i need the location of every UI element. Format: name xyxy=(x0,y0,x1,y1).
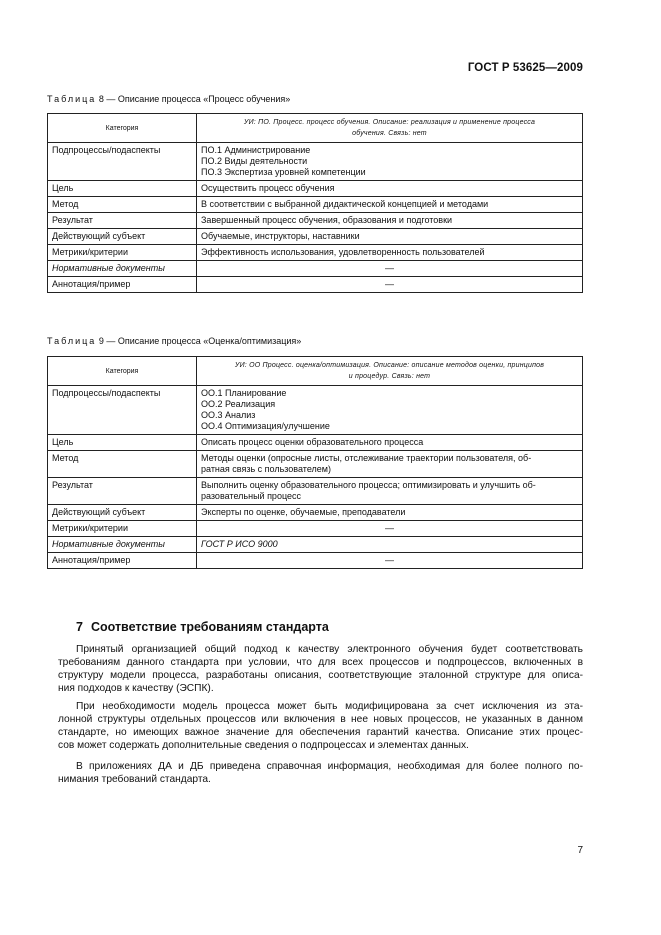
table-header-category: Категория xyxy=(48,357,197,386)
row-value-line: разовательный процесс xyxy=(201,491,302,501)
table9-caption-text: — Описание процесса «Оценка/оптимизация» xyxy=(106,336,302,346)
row-value-line: — xyxy=(385,279,394,289)
table-header-row xyxy=(48,357,583,386)
header-description-line: УИ: ОО Процесс. оценка/оптимизация. Описание: описание методов оценки, принципов xyxy=(234,362,545,369)
row-label: Метод xyxy=(48,451,197,478)
table9 xyxy=(47,356,583,569)
header-description-line: обучения. Связь: нет xyxy=(352,130,427,137)
row-value-line: Описать процесс оценки образовательного процесса xyxy=(201,437,424,447)
section-heading xyxy=(76,620,329,634)
row-value-line: ОО.3 Анализ xyxy=(201,410,256,420)
table-row xyxy=(48,213,583,229)
table-row xyxy=(48,197,583,213)
table8 xyxy=(47,113,583,293)
row-value-line: — xyxy=(385,555,394,565)
row-label: Результат xyxy=(48,478,197,505)
table9-caption xyxy=(47,336,301,346)
paragraph-line: требованиям данного стандарта при условии, что для всех процессов и подпроцессов, включенных в xyxy=(58,657,583,668)
page-number: 7 xyxy=(577,845,583,856)
table-row xyxy=(48,451,583,478)
row-label: Метрики/критерии xyxy=(48,521,197,537)
row-value-line: Эффективность использования, удовлетворенность пользователей xyxy=(201,247,485,257)
row-value-line: ратная связь с пользователем) xyxy=(201,464,331,474)
row-value-line: Эксперты по оценке, обучаемые, преподаватели xyxy=(201,507,406,517)
row-value xyxy=(197,553,583,569)
row-value xyxy=(197,505,583,521)
table-row xyxy=(48,386,583,435)
row-value-line: Завершенный процесс обучения, образования и подготовки xyxy=(201,215,453,225)
header-description-line: УИ: ПО. Процесс. процесс обучения. Описание: реализация и применение процесса xyxy=(243,119,536,126)
paragraph-line: лонной структуры отдельных процессов или включения в нее новых процессов, не указанных в данном xyxy=(58,714,583,725)
row-value-line: — xyxy=(385,523,394,533)
row-value xyxy=(197,521,583,537)
table8-caption-prefix: Таблица xyxy=(47,94,97,104)
table8-caption-number: 8 xyxy=(98,94,104,104)
row-value-line: Методы оценки (опросные листы, отслеживание траектории пользователя, об- xyxy=(201,453,532,463)
row-value xyxy=(197,435,583,451)
paragraph-line: При необходимости модель процесса может быть модифицирована за счет исключения из эта- xyxy=(76,701,583,712)
paragraph-1 xyxy=(58,643,583,695)
row-value-line: Осуществить процесс обучения xyxy=(201,183,335,193)
table-header-category: Категория xyxy=(48,114,197,143)
table-header-description xyxy=(197,114,583,143)
row-label: Действующий субъект xyxy=(48,505,197,521)
row-value xyxy=(197,478,583,505)
row-value-line: Выполнить оценку образовательного процесса; оптимизировать и улучшить об- xyxy=(201,480,536,490)
table9-caption-prefix: Таблица xyxy=(47,336,97,346)
paragraph-line: сов может содержать дополнительные сведения о подпроцессах и элементах данных. xyxy=(58,740,469,751)
document-code: ГОСТ Р 53625—2009 xyxy=(467,62,583,74)
row-label: Аннотация/пример xyxy=(48,277,197,293)
row-value-line: ОО.1 Планирование xyxy=(201,388,287,398)
row-value xyxy=(197,386,583,435)
paragraph-2 xyxy=(58,700,583,752)
table-row xyxy=(48,261,583,277)
row-value xyxy=(197,181,583,197)
section-number: 7 xyxy=(76,620,83,634)
row-value xyxy=(197,261,583,277)
paragraph-line: структуру модели процесса, разработаны описания, соответствующие эталонной структуре для описа- xyxy=(58,670,583,681)
row-value xyxy=(197,229,583,245)
paragraph-line: В приложениях ДА и ДБ приведена справочная информация, необходимая для более полного по- xyxy=(76,761,583,772)
table-row xyxy=(48,478,583,505)
row-value-line: ОО.2 Реализация xyxy=(201,399,276,409)
table-row xyxy=(48,245,583,261)
row-value-line: ПО.2 Виды деятельности xyxy=(201,156,308,166)
table-row xyxy=(48,181,583,197)
paragraph-line: нимания требований стандарта. xyxy=(58,774,211,785)
paragraph-line: стандарте, но имеющих важное значение для обеспечения гарантий качества. Описание этих процес- xyxy=(58,727,583,738)
table-header-row xyxy=(48,114,583,143)
row-value xyxy=(197,451,583,478)
table-row xyxy=(48,553,583,569)
row-label: Цель xyxy=(48,181,197,197)
table8-caption xyxy=(47,94,290,104)
row-value-line: ПО.1 Администрирование xyxy=(201,145,311,155)
row-label: Подпроцессы/подаспекты xyxy=(48,143,197,181)
paragraph-line: ния подходов к качеству (ЭСПК). xyxy=(58,683,214,694)
section-title: Соответствие требованиям стандарта xyxy=(90,620,329,634)
row-value-line: ГОСТ Р ИСО 9000 xyxy=(201,539,278,549)
row-value-line: В соответствии с выбранной дидактической концепцией и методами xyxy=(201,199,489,209)
row-label: Подпроцессы/подаспекты xyxy=(48,386,197,435)
row-value xyxy=(197,197,583,213)
row-label: Нормативные документы xyxy=(48,537,197,553)
table-row xyxy=(48,143,583,181)
row-value-line: ПО.3 Экспертиза уровней компетенции xyxy=(201,167,366,177)
row-value-line: — xyxy=(385,263,394,273)
row-label: Цель xyxy=(48,435,197,451)
table-header-description xyxy=(197,357,583,386)
table9-caption-number: 9 xyxy=(98,336,104,346)
row-label: Действующий субъект xyxy=(48,229,197,245)
row-value xyxy=(197,537,583,553)
row-value xyxy=(197,213,583,229)
table-row xyxy=(48,277,583,293)
row-value-line: Обучаемые, инструкторы, наставники xyxy=(201,231,360,241)
row-label: Нормативные документы xyxy=(48,261,197,277)
table-row xyxy=(48,521,583,537)
row-label: Результат xyxy=(48,213,197,229)
table8-caption-text: — Описание процесса «Процесс обучения» xyxy=(106,94,291,104)
row-value-line: ОО.4 Оптимизация/улучшение xyxy=(201,421,330,431)
row-label: Метод xyxy=(48,197,197,213)
paragraph-3 xyxy=(58,760,583,786)
table-row xyxy=(48,505,583,521)
header-description-line: и процедур. Связь: нет xyxy=(348,373,431,380)
row-value xyxy=(197,143,583,181)
table-row xyxy=(48,229,583,245)
row-value xyxy=(197,245,583,261)
table-row xyxy=(48,435,583,451)
table-row xyxy=(48,537,583,553)
paragraph-line: Принятый организацией общий подход к качеству электронного обучения будет соответствовать xyxy=(76,644,583,655)
row-value xyxy=(197,277,583,293)
row-label: Аннотация/пример xyxy=(48,553,197,569)
row-label: Метрики/критерии xyxy=(48,245,197,261)
